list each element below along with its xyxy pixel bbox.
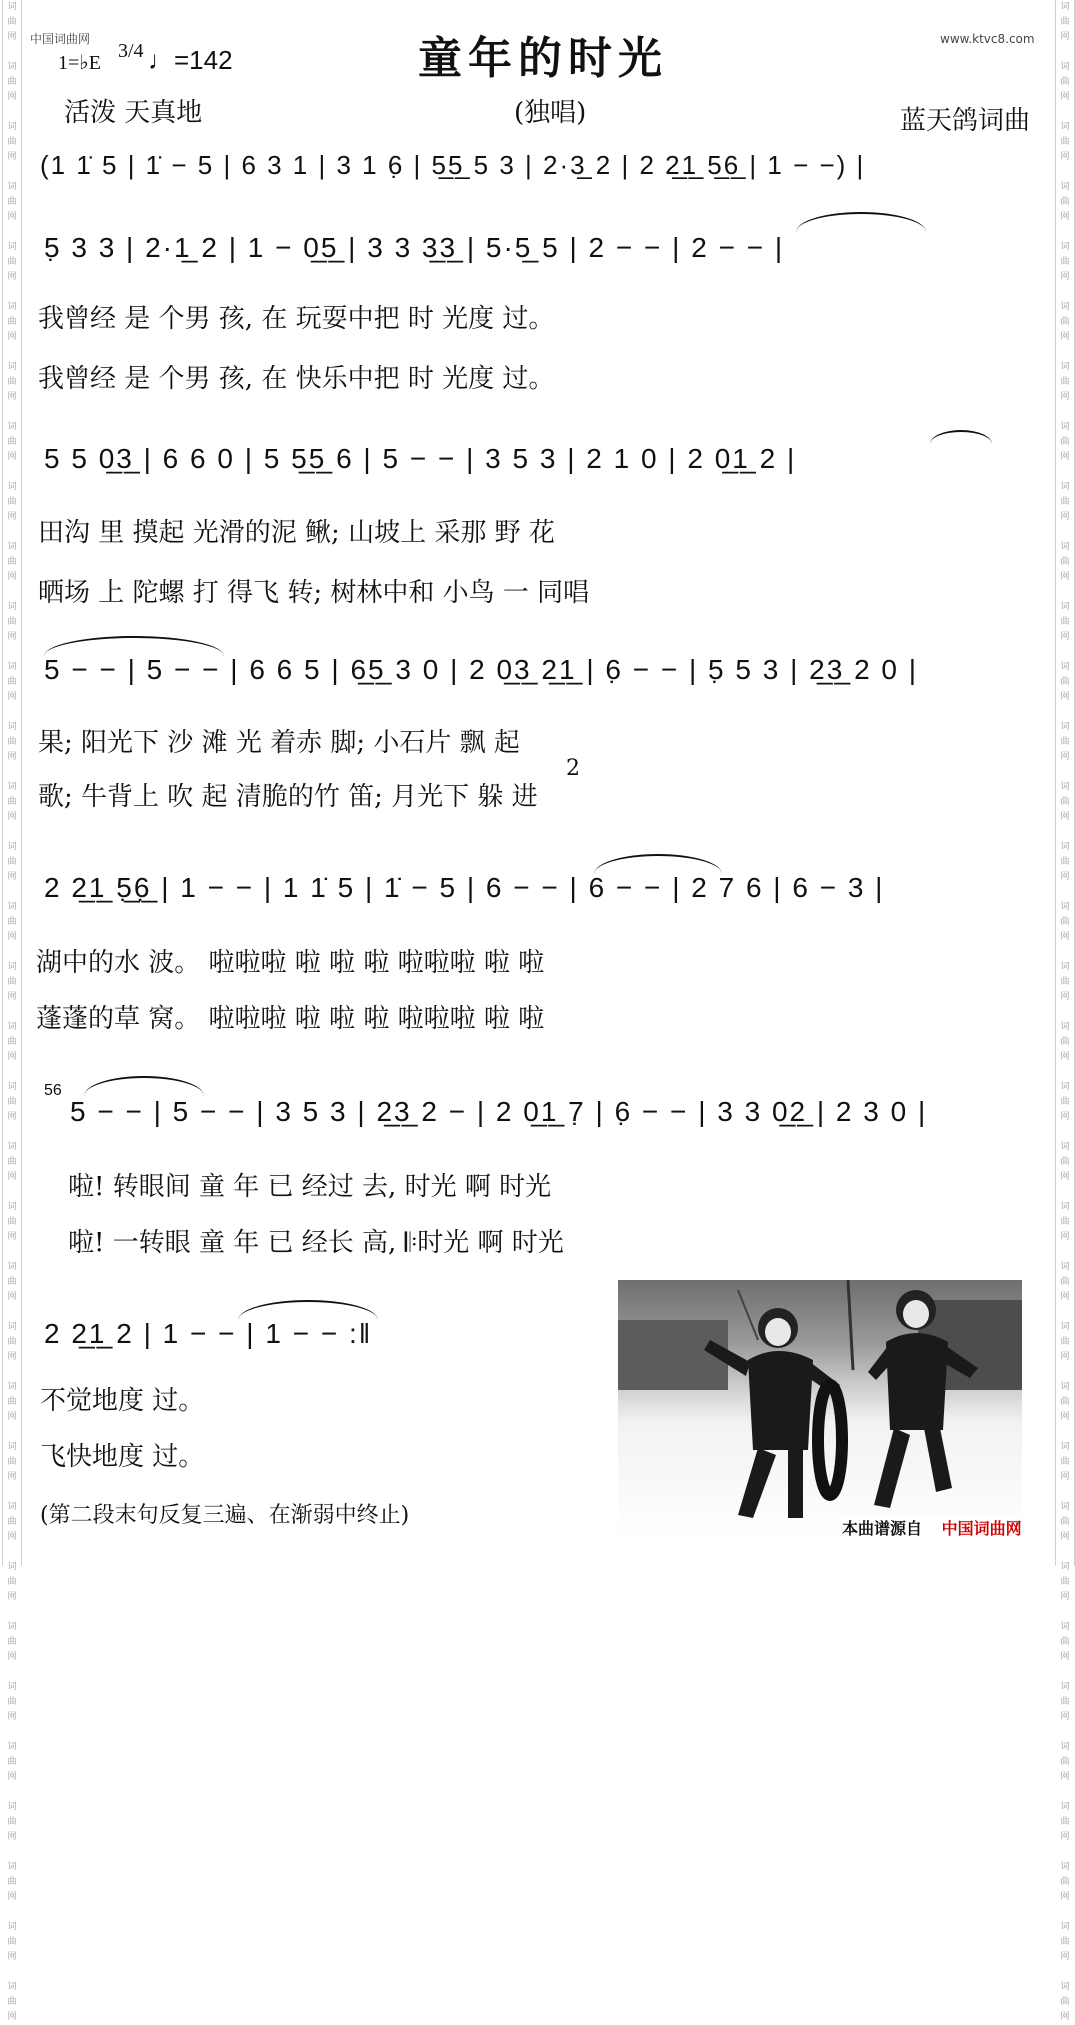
line1-notes: 5̣ 3 3 | 2·1̲ 2 | 1 − 0̲5̲ | 3 3 3̲3̲ | 5·5̲ 5 | 2 − − | 2 − − |	[44, 232, 785, 263]
source-credit	[838, 1518, 1046, 1540]
line1-lyrics-verse2: 我曾经 是 个男 孩, 在 快乐中把 时 光度 过。	[38, 364, 555, 394]
time-signature: 3/4	[118, 40, 144, 62]
line3-notes: 5 − − | 5 − − | 6 6 5 | 6̲5̲ 3 0 | 2 0̲3̲ 2̲1̲ | 6̣ − − | 5̣ 5 3 | 2̲3̲ 2 0 |	[44, 654, 919, 685]
line2-lyrics-verse2: 晒场 上 陀螺 打 得飞 转; 树林中和 小鸟 一 同唱	[38, 578, 590, 608]
line6-lyrics-verse2: 飞快地度 过。	[40, 1442, 205, 1472]
tempo-marking: ♩=142	[148, 45, 233, 75]
line6-notes: 2 2̲1̲ 2 | 1 − − | 1 − − :‖	[44, 1318, 373, 1349]
tie-arc	[44, 636, 224, 656]
line5-lyrics-verse2: 啦! 一转眼 童 年 已 经长 高, 𝄆时光 啊 时光	[68, 1228, 564, 1258]
song-title: 童年的时光	[418, 33, 668, 84]
line2-lyrics-verse1: 田沟 里 摸起 光滑的泥 鳅; 山坡上 采那 野 花	[38, 518, 555, 548]
left-watermark-strip	[2, 0, 22, 2022]
site-url-right: www.ktvc8.com	[940, 32, 1035, 46]
performance-note: (第二段末句反复三遍、在渐弱中终止)	[40, 1503, 410, 1528]
source-credit-site[interactable]: 中国词曲网	[941, 1519, 1022, 1538]
line6-lyrics-verse1: 不觉地度 过。	[40, 1386, 205, 1416]
performance-type: (独唱)	[514, 98, 587, 128]
slur-arc	[930, 430, 992, 444]
composer-credit: 蓝天鸽词曲	[900, 106, 1031, 136]
watermark-text: 词 曲 网 词 曲 网 词 曲 网 词 曲 网 词 曲 网 词 曲 网 词 曲 网 词 曲 网 词 曲 网 词 曲 网 词 曲 网 词 曲 网 词 曲 网 词 曲 网 词 曲 网 词 曲 网 词 曲 网 词 曲 网 词 曲 网 词 曲 网 词 曲 网 词 曲 网 词 曲 网 词 曲 网 词 曲 网 词 曲 网 词 曲 网 词 曲 网 词 曲 网 词 曲 网 词 曲 网 词 曲 网 词 曲 网 词 曲 网	[1060, 2, 1070, 2022]
verse-mark: 2	[566, 756, 580, 781]
intro-notes: (1 1̇ 5 | 1̇ − 5 | 6 3 1 | 3 1 6̣ | 5̲5̲ 5 3 | 2·3̲ 2 | 2 2̲1̲ 5̲6̲ | 1 − −) |	[40, 150, 866, 180]
line5-lyrics-verse1: 啦! 转眼间 童 年 已 经过 去, 时光 啊 时光	[68, 1172, 552, 1202]
line4-lyrics-verse1: 湖中的水 波。 啦啦啦 啦 啦 啦 啦啦啦 啦 啦	[36, 948, 545, 978]
photo-illustration	[618, 1280, 1022, 1538]
right-watermark-strip	[1055, 0, 1075, 2022]
line2-notes: 5 5 0̲3̲ | 6 6 0 | 5 5̲5̲ 6 | 5 − − | 3 5 3 | 2 1 0 | 2 0̲1̲ 2 |	[44, 443, 797, 474]
line3-lyrics-verse1: 果; 阳光下 沙 滩 光 着赤 脚; 小石片 飘 起	[38, 728, 520, 758]
tie-arc	[84, 1076, 204, 1096]
line1-lyrics-verse1: 我曾经 是 个男 孩, 在 玩耍中把 时 光度 过。	[38, 304, 555, 334]
source-credit-label: 本曲谱源自	[842, 1519, 923, 1538]
expression-marking: 活泼 天真地	[64, 98, 203, 128]
site-name-left: 中国词曲网	[30, 32, 91, 46]
key-signature: 1=♭E	[58, 52, 101, 74]
tie-arc	[796, 212, 926, 232]
line4-lyrics-verse2: 蓬蓬的草 窝。 啦啦啦 啦 啦 啦 啦啦啦 啦 啦	[36, 1004, 545, 1034]
line3-lyrics-verse2: 歌; 牛背上 吹 起 清脆的竹 笛; 月光下 躲 进	[38, 782, 538, 812]
children-photo	[618, 1280, 1022, 1538]
line5-notes: 5 − − | 5 − − | 3 5 3 | 2̲3̲ 2 − | 2 0̲1̲ 7̣ | 6̣ − − | 3 3 0̲2̲ | 2 3 0 |	[70, 1096, 928, 1127]
tie-arc	[594, 854, 722, 874]
watermark-text: 词 曲 网 词 曲 网 词 曲 网 词 曲 网 词 曲 网 词 曲 网 词 曲 网 词 曲 网 词 曲 网 词 曲 网 词 曲 网 词 曲 网 词 曲 网 词 曲 网 词 曲 网 词 曲 网 词 曲 网 词 曲 网 词 曲 网 词 曲 网 词 曲 网 词 曲 网 词 曲 网 词 曲 网 词 曲 网 词 曲 网 词 曲 网 词 曲 网 词 曲 网 词 曲 网 词 曲 网 词 曲 网 词 曲 网 词 曲 网	[7, 2, 17, 2022]
tie-arc	[238, 1300, 378, 1320]
line4-notes: 2 2̲1̲ 5̣̲6̣̲ | 1 − − | 1 1̇ 5 | 1̇ − 5 | 6 − − | 6 − − | 2 7 6 | 6 − 3 |	[44, 872, 885, 903]
grace-notes: 56	[44, 1082, 62, 1099]
